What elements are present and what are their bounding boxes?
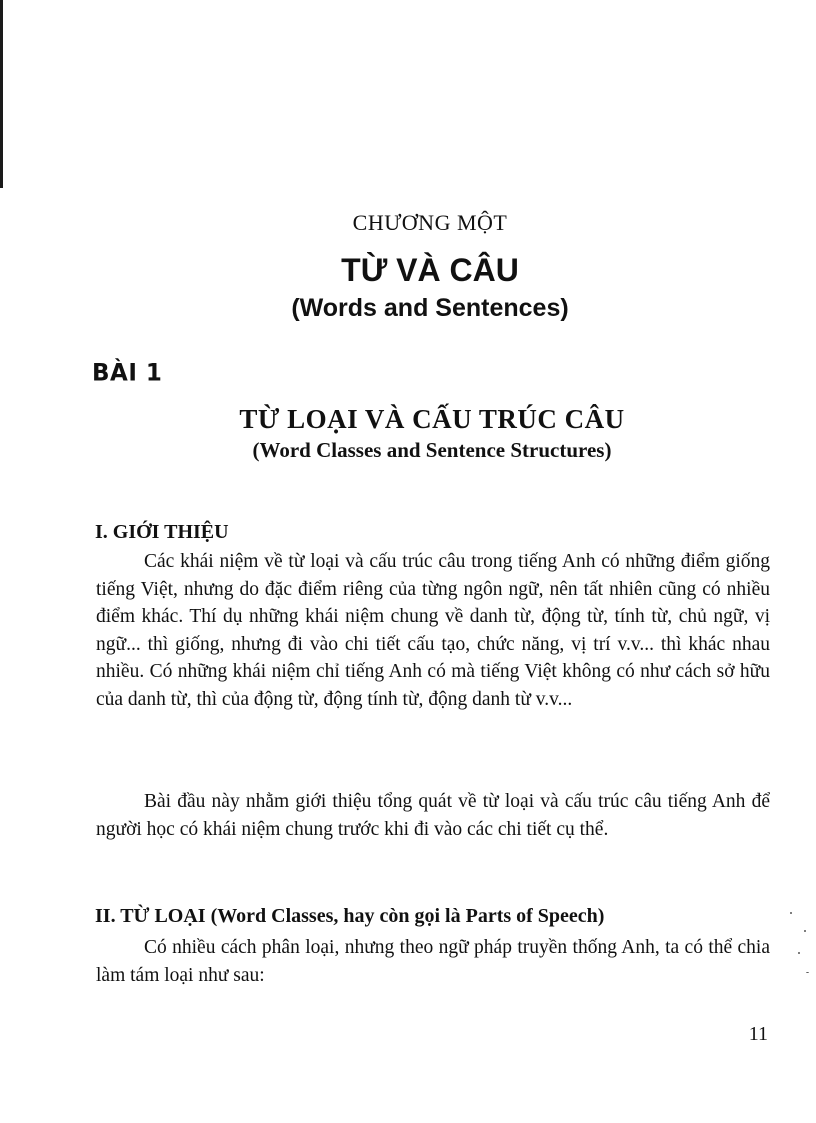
- scan-speck: [790, 912, 792, 914]
- paragraph: Bài đầu này nhằm giới thiệu tổng quát về từ loại và cấu trúc câu tiếng Anh để người học có khái niệm chung trước khi đi vào các chi tiết cụ thể.: [96, 791, 770, 840]
- paragraph: Các khái niệm về từ loại và cấu trúc câu trong tiếng Anh có những điểm giống tiếng Việt, nhưng do đặc điểm riêng của từng ngôn ngữ, nên tất nhiên cũng có nhiều điểm khác. Thí dụ những khái niệm chung về danh từ, động từ, tính từ, chủ ngữ, vị ngữ... thì giống, nhưng đi vào chi tiết cấu tạo, chức năng, vị trí v.v... thì khác nhau nhiều. Có những khái niệm chỉ tiếng Anh có mà tiếng Việt không có như cách sở hữu của danh từ, thì của động từ, động tính từ, động danh từ v.v...: [96, 551, 770, 710]
- section-heading-introduction: I. GIỚI THIỆU: [95, 521, 229, 543]
- page-edge-line: [0, 0, 3, 188]
- chapter-title: TỪ VÀ CÂU: [341, 252, 519, 288]
- paragraph: Có nhiều cách phân loại, nhưng theo ngữ pháp truyền thống Anh, ta có thể chia làm tám loại như sau:: [96, 937, 770, 986]
- chapter-label: CHƯƠNG MỘT: [352, 210, 508, 235]
- lesson-subtitle: (Word Classes and Sentence Structures): [252, 438, 612, 462]
- section-heading-word-classes: II. TỪ LOẠI (Word Classes, hay còn gọi là Parts of Speech): [95, 905, 605, 927]
- page-number: 11: [748, 1023, 768, 1045]
- lesson-title: TỪ LOẠI VÀ CẤU TRÚC CÂU: [239, 404, 625, 434]
- scan-speck: [798, 952, 800, 954]
- chapter-subtitle: (Words and Sentences): [291, 294, 569, 322]
- scan-speck: [804, 930, 806, 932]
- scan-speck: [806, 972, 809, 973]
- lesson-label: BÀI 1: [92, 359, 163, 387]
